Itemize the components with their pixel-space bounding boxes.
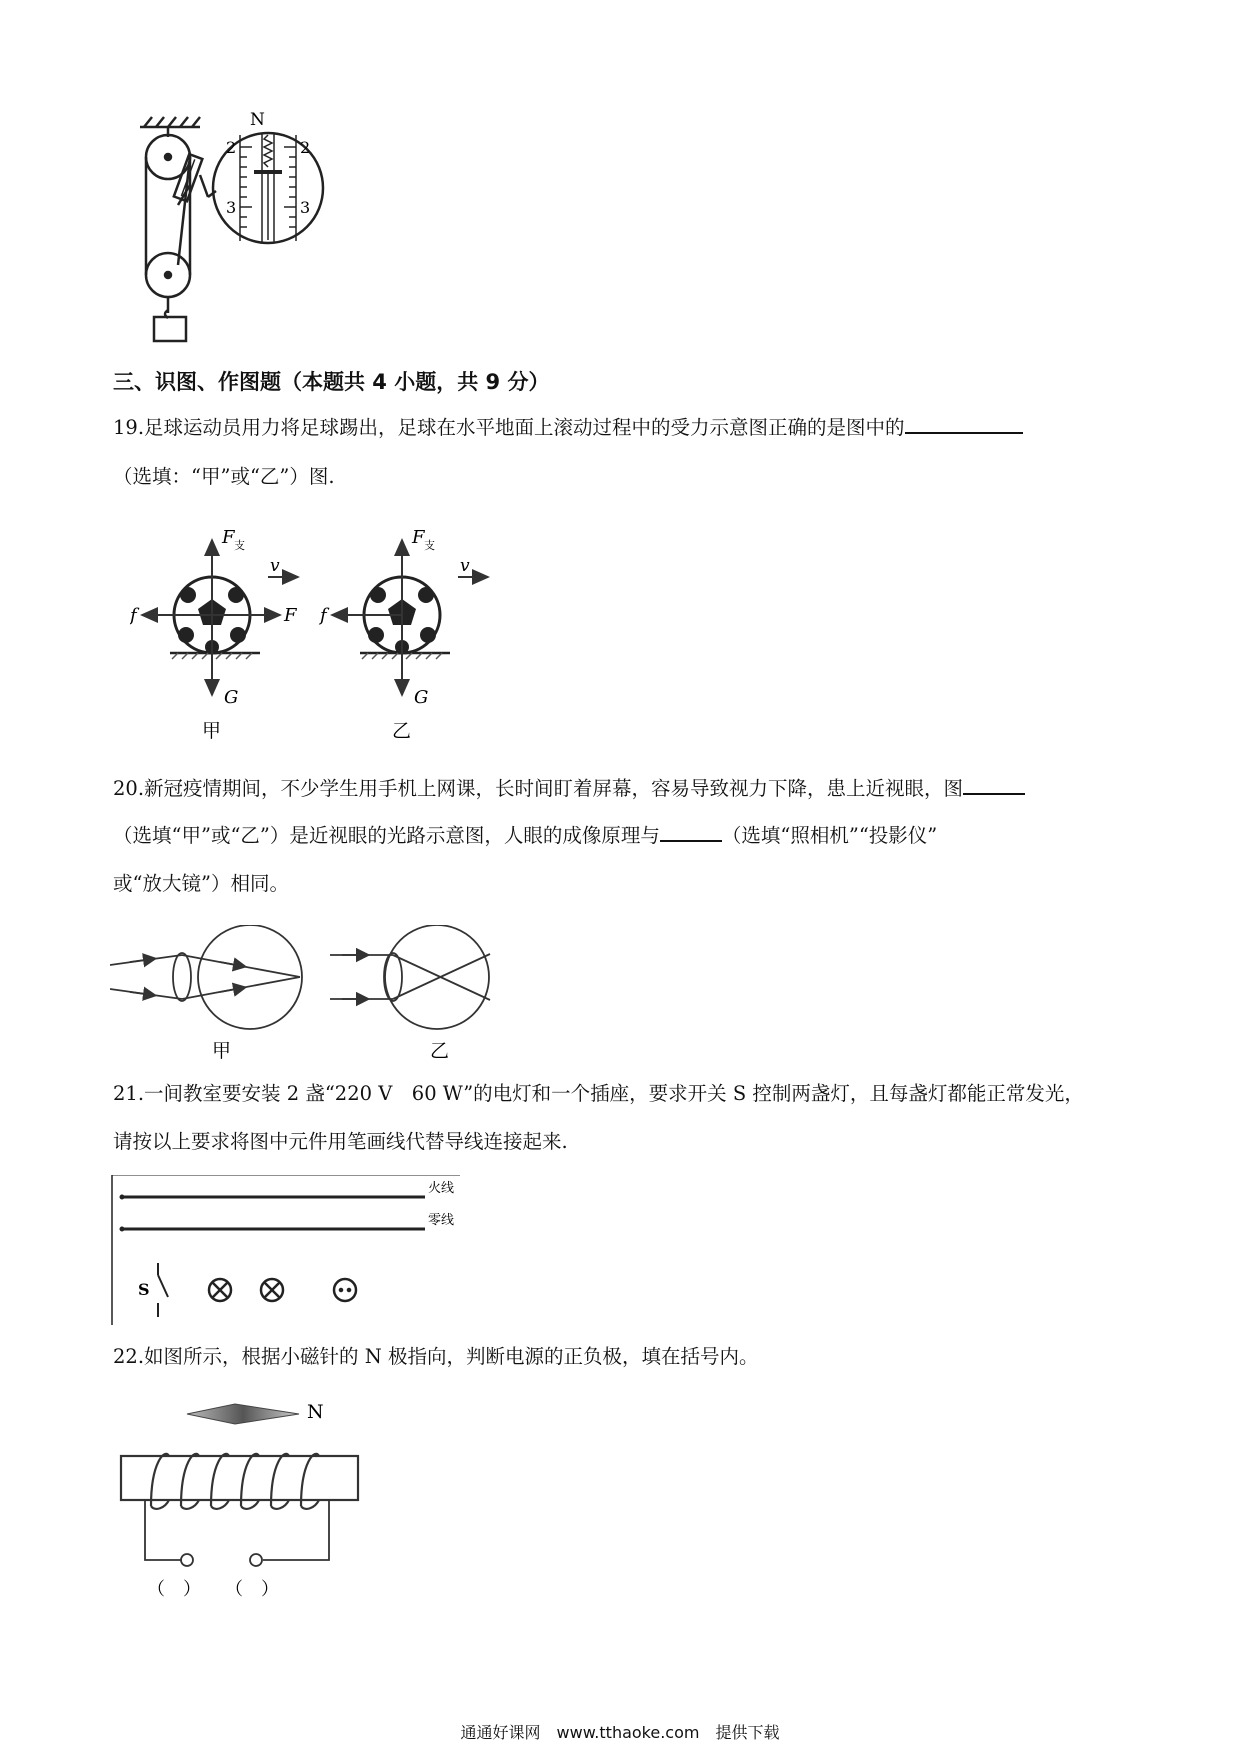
velocity-label: v — [270, 556, 280, 576]
eye-diagram-b — [330, 925, 490, 1029]
question-21-line-1: 21.一间教室要安装 2 盏“220 V 60 W”的电灯和一个插座，要求开关 S 控制两盏灯，且每盏灯都能正常发光， — [113, 1082, 1084, 1105]
scale-tick-label: 3 — [300, 198, 311, 217]
scale-tick-label: 3 — [226, 198, 237, 217]
neutral-wire-label: 零线 — [428, 1213, 455, 1228]
force-diagram-figures — [130, 525, 530, 745]
polarity-bracket-left[interactable]: （ ） — [147, 1579, 201, 1600]
answer-blank[interactable] — [905, 414, 1023, 434]
switch-label: S — [138, 1280, 150, 1299]
question-20-text-b: （选填“照相机”“投影仪” — [721, 824, 938, 847]
compass-needle-icon — [187, 1404, 299, 1424]
question-20-line-1 — [113, 775, 1133, 803]
friction-label: f — [130, 605, 137, 626]
question-22-line-1: 22.如图所示，根据小磁针的 N 极指向，判断电源的正负极，填在括号内。 — [113, 1345, 759, 1368]
eye-diagram-a — [110, 925, 302, 1029]
pulley-spring-scale-figure — [130, 105, 390, 350]
figure-label-jia: 甲 — [212, 1040, 232, 1062]
live-wire-label: 火线 — [428, 1181, 455, 1196]
question-20-text: 20.新冠疫情期间，不少学生用手机上网课，长时间盯着屏幕，容易导致视力下降，患上近视眼，图 — [113, 777, 964, 800]
figure-label-yi: 乙 — [392, 720, 412, 742]
scale-unit-label: N — [250, 110, 265, 130]
gravity-label: G — [414, 687, 429, 708]
circuit-diagram — [110, 1175, 470, 1325]
question-20-text-a: （选填“甲”或“乙”）是近视眼的光路示意图，人眼的成像原理与 — [113, 824, 660, 847]
solenoid-diagram — [115, 1398, 385, 1608]
question-19-line-2: （选填：“甲”或“乙”）图. — [113, 465, 335, 488]
eye-diagram-figures — [110, 925, 510, 1065]
section-heading: 三、识图、作图题（本题共 4 小题，共 9 分） — [113, 370, 550, 394]
question-20-line-3: 或“放大镜”）相同。 — [113, 872, 289, 895]
question-19-text: 19.足球运动员用力将足球踢出，足球在水平地面上滚动过程中的受力示意图正确的是图中的 — [113, 416, 905, 439]
support-force-subscript: 支 — [234, 539, 245, 552]
answer-blank[interactable] — [963, 775, 1025, 795]
friction-label: f — [320, 605, 327, 626]
figure-label-jia: 甲 — [202, 720, 222, 742]
polarity-bracket-right[interactable]: （ ） — [225, 1579, 279, 1600]
support-force-label: F — [412, 527, 425, 548]
question-20-line-2 — [113, 822, 1133, 850]
socket-icon — [334, 1279, 356, 1301]
scale-tick-label: 2 — [226, 138, 237, 157]
question-21-line-2: 请按以上要求将图中元件用笔画线代替导线连接起来. — [113, 1130, 568, 1153]
question-19-line-1 — [113, 414, 1133, 442]
figure-label-yi: 乙 — [430, 1040, 450, 1062]
force-diagram-a — [130, 527, 298, 742]
scale-tick-label: 2 — [300, 138, 311, 157]
kick-force-label: F — [284, 605, 297, 626]
support-force-subscript: 支 — [424, 539, 435, 552]
page-footer: 通通好课网 www.tthaoke.com 提供下载 — [460, 1723, 780, 1742]
lamp-icon — [261, 1279, 283, 1301]
lamp-icon — [209, 1279, 231, 1301]
needle-n-label: N — [307, 1401, 324, 1423]
force-diagram-b — [318, 527, 488, 742]
gravity-label: G — [224, 687, 239, 708]
velocity-label: v — [460, 556, 470, 576]
support-force-label: F — [222, 527, 235, 548]
answer-blank[interactable] — [660, 822, 722, 842]
